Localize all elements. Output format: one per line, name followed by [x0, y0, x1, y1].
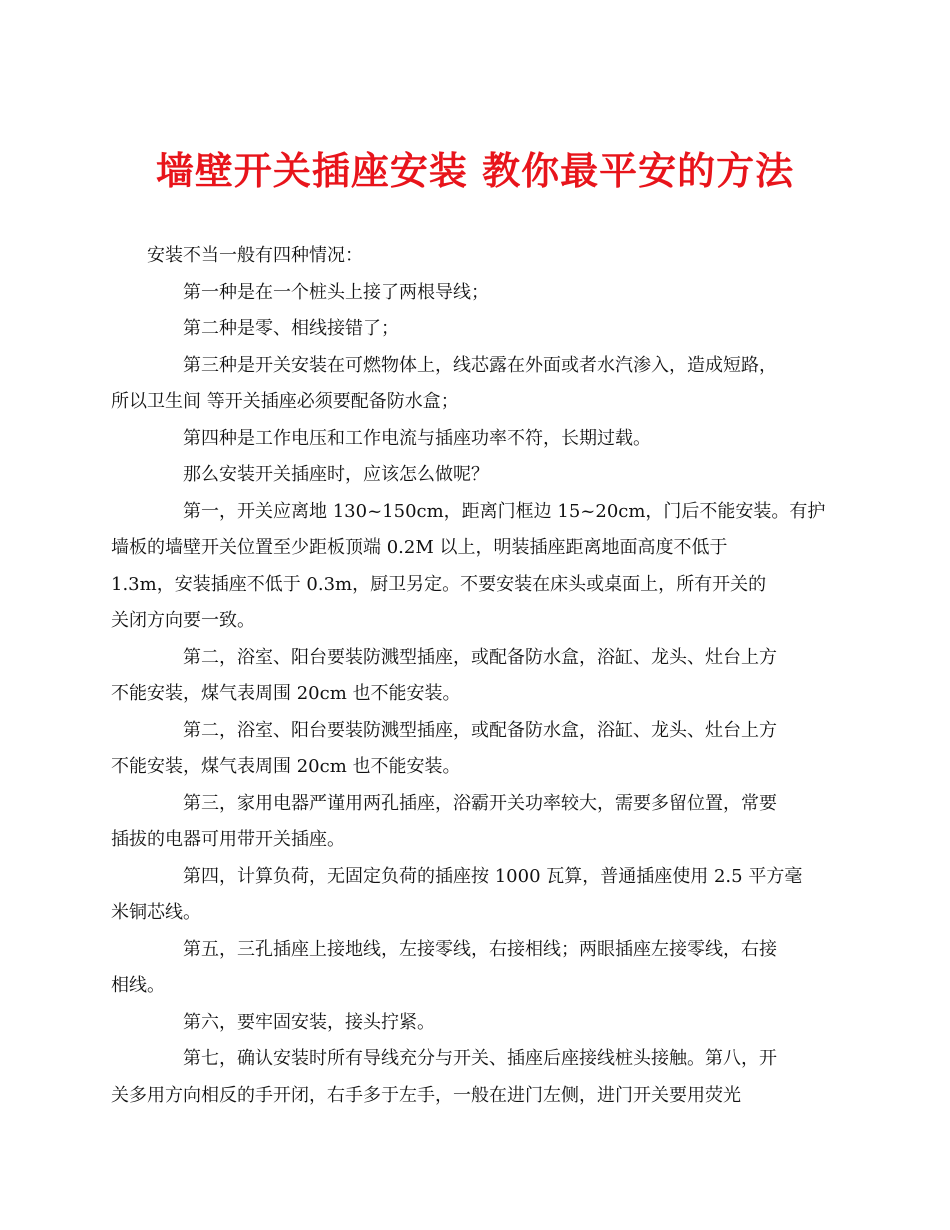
- point-2a-line-1: 第二，浴室、阳台要装防溅型插座，或配备防水盒，浴缸、龙头、灶台上方: [183, 646, 777, 668]
- point-2b-line-2: 不能安装，煤气表周围 20cm 也不能安装。: [111, 756, 461, 777]
- case-3-line-2: 所以卫生间 等开关插座必须要配备防水盒；: [111, 391, 459, 412]
- point-3-line-2: 插拔的电器可用带开关插座。: [111, 829, 345, 850]
- point-2b-line-1: 第二，浴室、阳台要装防溅型插座，或配备防水盒，浴缸、龙头、灶台上方: [183, 719, 777, 741]
- point-7-line-2: 关多用方向相反的手开闭，右手多于左手，一般在进门左侧，进门开关要用荧光: [111, 1084, 741, 1106]
- point-7-paragraph: [111, 1041, 807, 1114]
- case-2-paragraph: 第二种是零、相线接错了；: [183, 318, 399, 339]
- case-1-paragraph: 第一种是在一个桩头上接了两根导线；: [183, 281, 489, 303]
- case-3-paragraph: [111, 348, 807, 421]
- point-2a-line-2: 不能安装，煤气表周围 20cm 也不能安装。: [111, 683, 461, 704]
- case-4-paragraph: 第四种是工作电压和工作电流与插座功率不符，长期过载。: [183, 427, 651, 449]
- point-7-line-1: 第七，确认安装时所有导线充分与开关、插座后座接线桩头接触。第八，开: [183, 1048, 777, 1069]
- point-3-paragraph: [111, 786, 807, 859]
- point-3-line-1: 第三，家用电器严谨用两孔插座，浴霸开关功率较大，需要多留位置，常要: [183, 792, 777, 814]
- point-1-line-1: 第一，开关应离地 130~150cm，距离门框边 15~20cm，门后不能安装。有护: [183, 500, 826, 522]
- point-2b-paragraph: [111, 713, 807, 786]
- case-3-line-1: 第三种是开关安装在可燃物体上，线芯露在外面或者水汽渗入，造成短路，: [183, 354, 777, 376]
- point-4-paragraph: [111, 859, 807, 932]
- point-6-paragraph: 第六，要牢固安装，接头拧紧。: [183, 1011, 435, 1033]
- question-paragraph: 那么安装开关插座时，应该怎么做呢？: [183, 464, 489, 485]
- point-4-line-2: 米铜芯线。: [111, 902, 201, 923]
- point-1-line-2: 墙板的墙壁开关位置至少距板顶端 0.2M 以上，明装插座距离地面高度不低于: [111, 537, 728, 558]
- point-1-line-3: 1.3m，安装插座不低于 0.3m，厨卫另定。不要安装在床头或桌面上，所有开关的: [111, 573, 767, 595]
- document-title: 墙壁开关插座安装 教你最平安的方法: [155, 148, 795, 194]
- point-1-paragraph: [111, 494, 826, 640]
- point-5-line-1: 第五，三孔插座上接地线，左接零线，右接相线；两眼插座左接零线，右接: [183, 938, 777, 960]
- point-1-line-4: 关闭方向要一致。: [111, 610, 255, 631]
- document-body: [111, 238, 826, 1114]
- point-2a-paragraph: [111, 640, 807, 713]
- point-5-line-2: 相线。: [111, 975, 165, 996]
- intro-paragraph: 安装不当一般有四种情况：: [147, 245, 363, 266]
- point-5-paragraph: [111, 932, 807, 1005]
- point-4-line-1: 第四，计算负荷，无固定负荷的插座按 1000 瓦算，普通插座使用 2.5 平方毫: [183, 865, 803, 887]
